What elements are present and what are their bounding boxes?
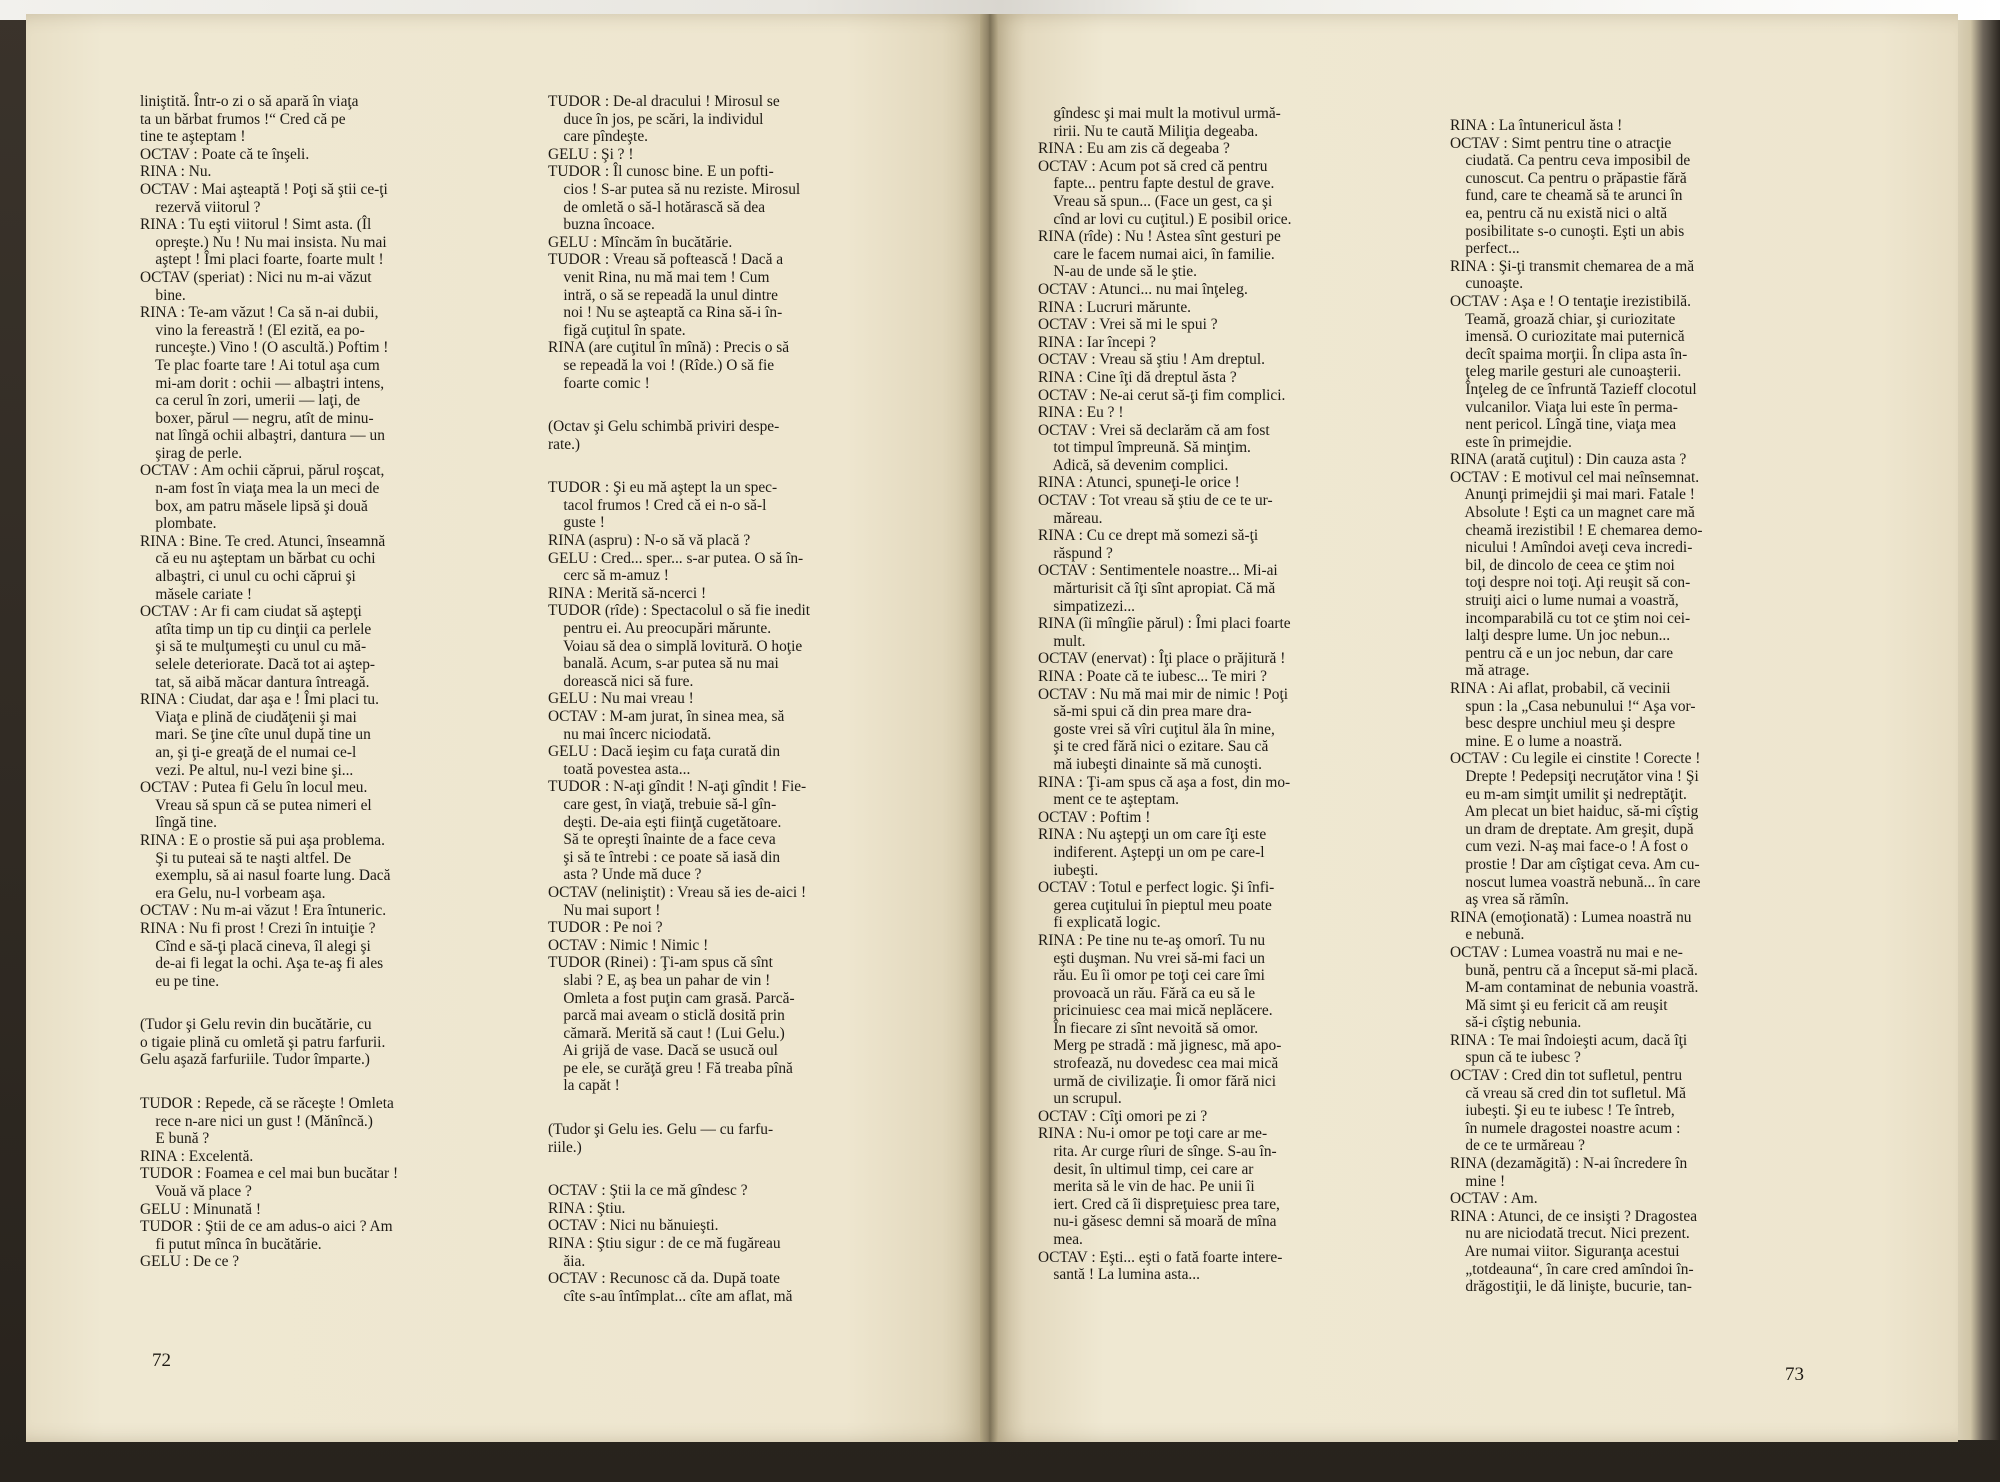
text-line: duce în jos, pe scări, la individul [548,110,764,128]
text-line: cînd ar lovi cu cuţitul.) E posibil orice. [1038,210,1292,228]
text-line: fund, care te cheamă să te arunci în [1450,187,1683,205]
text-line: în numele dragostei noastre acum : [1450,1119,1681,1137]
text-line: OCTAV (enervat) : Îţi place o prăjitură ! [1038,650,1286,668]
text-line: rece n-are nici un gust ! (Mănîncă.) [140,1112,373,1130]
text-line: parcă mai aveam o sticlă dosită prin [548,1007,785,1025]
text-line: Mă simt şi eu fericit că am reuşit [1450,996,1668,1014]
text-line: RINA : Poate că te iubesc... Te miri ? [1038,668,1268,685]
text-line: TUDOR : Şi eu mă aştept la un spec- [548,479,778,497]
text-line: banală. Acum, s-ar putea să nu mai [548,655,779,673]
text-line: OCTAV : Am ochii căprui, părul roşcat, [140,462,385,480]
text-line: tat, să aibă măcar dantura întreagă. [140,673,370,691]
text-line: OCTAV : Nimic ! Nimic ! [548,936,709,954]
text-line: În fiecare zi sînt nevoită să omor. [1038,1019,1259,1037]
text-line: bună, pentru că a început să-mi placă. [1450,961,1698,979]
text-line: n-am fost în viaţa mea la un meci de [140,480,380,498]
text-line: ţeleg marile gesturi ale cunoaşterii. [1450,363,1682,381]
text-line: albaştri, ci unul cu ochi căprui şi [140,568,356,586]
text-line: besc despre unchiul meu şi despre [1450,715,1676,733]
text-line: tot timpul împreună. Să minţim. [1038,439,1251,457]
text-line: să-i cîştig nebunia. [1450,1014,1582,1032]
text-line: care le facem numai aici, în familie. [1038,245,1275,263]
text-line: Omleta a fost puţin cam grasă. Parcă- [548,989,795,1007]
text-line: Nu mai suport ! [548,901,661,919]
text-line: RINA : Nu fi prost ! Crezi în intuiţie ? [140,919,376,937]
text-line: şirag de perle. [140,444,243,462]
text-line: TUDOR : Pe noi ? [548,919,663,937]
text-line: OCTAV : Poate că te înşeli. [140,145,310,163]
text-line: de-ai fi legat la ochi. Aşa te-aş fi ales [140,955,384,973]
text-line: venit Rina, nu mă mai tem ! Cum [548,268,770,286]
text-line: (Octav şi Gelu schimbă priviri despe- [548,418,780,436]
text-line: aştept ! Îmi placi foarte, foarte mult ! [140,251,384,269]
text-line: e nebună. [1450,926,1525,944]
text-line: OCTAV : Nici nu bănuieşti. [548,1217,719,1235]
text-line: M-am contaminat de nebunia voastră. [1450,979,1699,997]
text-line: indiferent. Aştepţi un om pe care-l [1038,843,1265,861]
text-line: să-mi spui că din prea mare dra- [1038,703,1252,721]
text-line: rezervă viitorul ? [140,198,261,216]
text-line: TUDOR : N-aţi gîndit ! N-aţi gîndit ! Fie- [548,778,807,796]
text-line: RINA : Eu ? ! [1038,404,1124,422]
text-line: urmă de civilizaţie. Îi omor fără nici [1038,1072,1277,1090]
text-line: iubeşti. [1038,861,1099,879]
text-line: GELU : De ce ? [140,1253,240,1271]
text-line: TUDOR : De-al dracului ! Mirosul se [548,93,780,110]
text-line: se repeadă la voi ! (Rîde.) O să fie [548,356,775,374]
text-line: ririi. Nu te caută Miliţia degeaba. [1038,122,1259,140]
text-line: RINA : Te mai îndoieşti acum, dacă îţi [1450,1031,1688,1049]
text-line: era Gelu, nu-l vorbeam aşa. [140,884,326,902]
right-page-column-1 [1038,105,1430,1284]
text-line: noi ! Nu se aşteaptă ca Rina să-i în- [548,304,783,322]
text-line: OCTAV : Sentimentele noastre... Mi-ai [1038,562,1278,580]
text-line: RINA : Ai aflat, probabil, că vecinii [1450,680,1671,697]
text-line: mărturisit că îţi sînt apropiat. Că mă [1038,580,1276,598]
text-line: răspund ? [1038,544,1113,562]
text-line: desit, în ultimul timp, cei care ar [1038,1160,1254,1178]
text-line: provoacă un rău. Fără ca eu să le [1038,984,1256,1002]
page-edge-stack [1958,20,2000,1440]
text-line: fi explicată logic. [1038,914,1161,932]
text-line: RINA (aspru) : N-o să vă placă ? [548,532,751,550]
text-line: OCTAV : Eşti... eşti o fată foarte intere- [1038,1248,1283,1266]
text-line: posibilitate s-o cunoşti. Eşti un abis [1450,222,1685,240]
text-line: mea. [1038,1231,1083,1248]
text-line: Vreau să spun că se putea nimeri el [140,796,372,814]
text-line: OCTAV : Am. [1450,1190,1538,1208]
text-line: mult. [1038,632,1086,650]
text-line: nu are niciodată trecut. Nici prezent. [1450,1225,1690,1243]
text-line: exemplu, să ai nasul foarte lung. Dacă [140,867,391,885]
text-line: Teamă, groază chiar, şi curiozitate [1450,310,1676,328]
text-line: OCTAV : Cred din tot sufletul, pentru [1450,1067,1683,1085]
text-line: OCTAV : Totul e perfect logic. Şi înfi- [1038,879,1275,897]
text-line: tine te aşteptam ! [140,128,246,146]
text-line: Anunţi primejdii şi mai mari. Fatale ! [1450,486,1695,504]
text-line: OCTAV : Ne-ai cerut să-ţi fim complici. [1038,386,1286,404]
text-line: OCTAV : Simt pentru tine o atracţie [1450,134,1672,152]
text-line: RINA : La întunericul ăsta ! [1450,117,1623,134]
text-line: nu-i găsesc demni să moară de mîna [1038,1213,1277,1231]
text-line: iubeşti. Şi eu te iubesc ! Te întreb, [1450,1102,1675,1120]
text-line: este în primejdie. [1450,433,1572,451]
text-line: goste vrei să vîri cuţitul ăla în mine, [1038,720,1275,738]
right-page-column-2 [1450,117,1842,1296]
text-line: nicului ! Amîndoi aveţi ceva incredi- [1450,539,1693,557]
text-line: eu pe tine. [140,972,220,990]
text-line: OCTAV : Vreau să ştiu ! Am dreptul. [1038,351,1265,369]
text-line: fapte... pentru fapte destul de grave. [1038,175,1275,193]
text-line: spun : la „Casa nebunului !“ Aşa vor- [1450,697,1696,715]
text-line: TUDOR (Rinei) : Ţi-am spus că sînt [548,954,773,972]
text-line: pricinuiesc cea mai mică neplăcere. [1038,1002,1273,1020]
text-line: RINA : Nu aştepţi un om care îţi este [1038,826,1267,844]
text-line: OCTAV : M-am jurat, în sinea mea, să [548,708,785,725]
text-line: care pîndeşte. [548,128,648,146]
text-line: RINA (rîde) : Nu ! Astea sînt gesturi pe [1038,228,1281,246]
text-line: RINA : Ciudat, dar aşa e ! Îmi placi tu. [140,691,379,709]
text-line: eşti duşman. Nu vrei să-mi faci un [1038,949,1265,967]
text-line: OCTAV : Ştii la ce mă gîndesc ? [548,1182,748,1200]
text-line: RINA : Iar începi ? [1038,333,1156,351]
text-line: un dram de dreptate. Am greşit, după [1450,820,1694,838]
text-line: figă cuţitul în spate. [548,321,686,339]
text-line: (Tudor şi Gelu ies. Gelu — cu farfu- [548,1121,774,1139]
text-line: OCTAV : Ar fi cam ciudat să aştepţi [140,603,362,621]
paragraph-gap [548,392,930,418]
text-line: şi te cred fără nici o ezitare. Sau că [1038,738,1269,756]
text-line: boxer, părul — negru, atît de minu- [140,409,374,427]
text-line: cîte s-au întîmplat... cîte am aflat, mă [548,1287,793,1305]
text-line: iert. Cred că îi dispreţuiesc prea tare, [1038,1195,1280,1213]
text-line: aş vrea să rămîn. [1450,891,1569,909]
text-line: OCTAV : Recunosc că da. După toate [548,1270,780,1288]
text-line: RINA : Cu ce drept mă somezi să-ţi [1038,527,1259,545]
text-line: eu m-am simţit umilit şi nedreptăţit. [1450,785,1687,803]
text-line: dorească nici să fure. [548,672,694,690]
text-line: perfect... [1450,240,1520,258]
text-line: nat lîngă ochii albaştri, dantura — un [140,427,385,445]
text-line: E bună ? [140,1130,210,1148]
text-line: rău. Eu îi omor pe toţi cei care îmi [1038,967,1265,985]
left-page-column-2 [548,93,930,1305]
text-line: cerc să m-amuz ! [548,567,669,585]
text-line: pentru că e un joc nebun, dar care [1450,644,1674,662]
text-line: Gelu aşază farfuriile. Tudor împarte.) [140,1051,370,1069]
text-line: N-au de unde să le ştie. [1038,263,1197,281]
text-line: şi să te întrebi : ce poate să iasă din [548,848,781,866]
text-line: RINA : Pe tine nu te-aş omorî. Tu nu [1038,931,1266,949]
left-page-column-1 [140,93,522,1271]
text-line: pe ele, se curăţă greu ! Fă treaba pînă [548,1059,793,1077]
text-line: RINA : Tu eşti viitorul ! Simt asta. (Îl [140,216,372,234]
text-line: toţi despre noi toţi. Aţi reuşit să con- [1450,574,1691,592]
text-line: un scrupul. [1038,1090,1122,1108]
text-line: Cînd e să-ţi placă cineva, îl alegi şi [140,937,371,955]
text-line: pentru ei. Au preocupări mărunte. [548,620,772,638]
text-line: deşti. De-aia eşti fiinţă cugetătoare. [548,813,782,831]
text-line: Înţeleg de ce înfruntă Tazieff clocotul [1450,380,1697,398]
text-line: vulcanilor. Viaţa lui este în perma- [1450,398,1678,416]
text-line: GELU : Dacă ieşim cu faţa curată din [548,743,781,761]
text-line: RINA : Nu-i omor pe toţi care ar me- [1038,1125,1268,1143]
text-line: selele deteriorate. Dacă tot ai aştep- [140,656,376,673]
text-line: TUDOR (rîde) : Spectacolul o să fie inedit [548,602,810,620]
text-line: RINA : Nu. [140,163,212,181]
text-line: ea, pentru că nu există nici o altă [1450,204,1668,222]
paragraph-gap [140,1069,522,1095]
text-line: RINA : Şi-ţi transmit chemarea de a mă [1450,257,1695,275]
text-line: atîta timp un tip cu dinţii ca perlele [140,620,372,638]
text-line: an, şi ţi-e greaţă de el numai ce-l [140,743,357,761]
text-line: OCTAV (neliniştit) : Vreau să ies de-aici ! [548,883,807,901]
text-line: OCTAV : Vrei să mi le spui ? [1038,316,1218,334]
paragraph-gap [548,1156,930,1182]
text-line: OCTAV : Vrei să declarăm că am fost [1038,421,1270,439]
text-line: RINA : Ţi-am spus că aşa a fost, din mo- [1038,773,1291,791]
text-line: TUDOR : Foamea e cel mai bun bucătar ! [140,1165,399,1183]
text-line: RINA : Cine îţi dă dreptul ăsta ? [1038,368,1237,386]
text-line: ca cerul în zori, umerii — laţi, de [140,392,361,410]
text-line: ta un bărbat frumos !“ Cred că pe [140,110,346,128]
text-line: Absolute ! Eşti ca un magnet care mă [1450,504,1695,522]
paragraph-gap [548,1095,930,1121]
text-line: cios ! S-ar putea să nu reziste. Mirosul [548,180,801,198]
text-line: ciudată. Ca pentru ceva imposibil de [1450,152,1691,170]
text-line: mari. Se ţine cîte unul după tine un [140,726,371,744]
text-line: OCTAV : E motivul cel mai neînsemnat. [1450,468,1700,486]
text-line: TUDOR : Vreau să poftească ! Dacă a [548,251,784,269]
text-line: GELU : Nu mai vreau ! [548,690,694,708]
text-line: OCTAV : Aşa e ! O tentaţie irezistibilă. [1450,292,1691,310]
text-line: santă ! La lumina asta... [1038,1266,1200,1284]
text-line: de omletă o să-l hotărască să dea [548,198,766,216]
text-line: drăgostiţii, le dă linişte, bucurie, tan- [1450,1278,1692,1296]
text-line: lîngă tine. [140,814,217,832]
text-line: Vouă vă place ? [140,1183,252,1201]
text-line: vezi. Pe altul, nu-l vezi bine şi... [140,761,354,779]
text-line: Voiau să dea o simplă lovitură. O hoţie [548,637,803,655]
text-line: Merg pe stradă : mă jignesc, mă apo- [1038,1037,1282,1055]
text-line: liniştită. Într-o zi o să apară în viaţa [140,93,359,110]
text-line: OCTAV : Mai aşteaptă ! Poţi să ştii ce-ţi [140,180,388,198]
text-line: bil, de dincolo de ceea ce ştim noi [1450,556,1675,574]
text-line: asta ? Unde mă duce ? [548,866,702,884]
text-line: RINA (are cuţitul în mînă) : Precis o să [548,339,790,357]
text-line: OCTAV : Cîţi omori pe zi ? [1038,1107,1208,1125]
text-line: gîndesc şi mai mult la motivul urmă- [1038,105,1281,122]
page-number-left: 72 [152,1350,171,1371]
text-line: nu mai încerc niciodată. [548,725,712,743]
text-line: Vreau să spun... (Face un gest, ca şi [1038,192,1273,210]
text-line: buzna încoace. [548,216,655,234]
text-line: Adică, să devenim complici. [1038,456,1229,474]
text-line: TUDOR : Ştii de ce am adus-o aici ? Am [140,1218,393,1236]
text-line: GELU : Cred... sper... s-ar putea. O să în- [548,549,804,567]
text-line: măreau. [1038,509,1103,527]
text-line: decît spaima morţii. În clipa asta în- [1450,345,1688,363]
text-line: foarte comic ! [548,374,650,392]
text-line: OCTAV : Cu legile ei cinstite ! Corecte ! [1450,750,1701,768]
text-line: Să te opreşti înainte de a face ceva [548,831,776,849]
paragraph-gap [548,453,930,479]
book-gutter [980,14,998,1442]
text-line: tacol frumos ! Cred că ei n-o să-l [548,496,767,514]
text-line: RINA : Atunci, spuneţi-le orice ! [1038,474,1240,492]
text-line: TUDOR : Îl cunosc bine. E un pofti- [548,163,774,181]
text-line: cunoscut. Ca pentru o prăpastie fără [1450,169,1687,187]
text-line: guste ! [548,514,605,532]
text-line: lalţi despre lume. Un joc nebun... [1450,627,1671,645]
text-line: rita. Ar curge rîuri de sînge. S-au în- [1038,1143,1277,1161]
text-line: prostie ! Dar am cîştigat ceva. Am cu- [1450,855,1700,873]
text-line: OCTAV : Atunci... nu mai înţeleg. [1038,280,1248,298]
text-line: Drepte ! Pedepsiţi necruţător vina ! Şi [1450,767,1699,785]
text-line: RINA : E o prostie să pui aşa problema. [140,831,385,849]
text-line: RINA (arată cuţitul) : Din cauza asta ? [1450,451,1687,469]
page-number-right: 73 [1785,1364,1804,1385]
text-line: OCTAV : Nu mă mai mir de nimic ! Poţi [1038,685,1288,703]
text-line: RINA (emoţionată) : Lumea noastră nu [1450,908,1692,926]
text-line: spun că te iubesc ? [1450,1049,1581,1067]
text-line: cum vezi. N-aş mai face-o ! A fost o [1450,838,1689,856]
text-line: riile.) [548,1138,582,1156]
text-line: fi putut mînca în bucătărie. [140,1235,322,1253]
text-line: Viaţa e plină de ciudăţenii şi mai [140,708,357,726]
text-line: intră, o să se repeadă la unul dintre [548,286,778,304]
text-line: struiţi aici o lume numai a voastră, [1450,592,1679,610]
text-line: RINA : Ştiu sigur : de ce mă fugăreau [548,1235,781,1253]
text-line: ăia. [548,1252,586,1270]
text-line: runceşte.) Vino ! (O ascultă.) Poftim ! [140,339,389,357]
text-line: RINA : Ştiu. [548,1199,626,1217]
text-line: măsele cariate ! [140,585,252,603]
text-line: care gest, în viaţă, trebuie să-l gîn- [548,795,777,813]
text-line: RINA : Atunci, de ce insişti ? Dragostea [1450,1207,1698,1225]
text-line: gerea cuţitului în pieptul meu poate [1038,896,1272,914]
text-line: OCTAV : Tot vreau să ştiu de ce te ur- [1038,492,1273,510]
text-line: Te plac foarte tare ! Ai totul aşa cum [140,356,380,374]
text-line: mine ! [1450,1172,1506,1190]
text-line: cămară. Merită să caut ! (Lui Gelu.) [548,1024,785,1042]
text-line: şi să te mulţumeşti cu unul cu mă- [140,638,367,656]
text-line: mă iubeşti dinainte să mă cunoşti. [1038,755,1262,773]
text-line: cunoaşte. [1450,275,1524,293]
text-line: rate.) [548,435,581,453]
text-line: Are numai viitor. Siguranţa acestui [1450,1243,1680,1260]
text-line: OCTAV : Putea fi Gelu în locul meu. [140,779,368,797]
text-line: RINA (dezamăgită) : N-ai încredere în [1450,1155,1688,1173]
text-line: OCTAV : Lumea voastră nu mai e ne- [1450,943,1683,961]
text-line: merita să le vin de hac. Pe unii îi [1038,1178,1255,1196]
text-line: RINA : Bine. Te cred. Atunci, înseamnă [140,532,386,550]
text-line: RINA : Merită să-ncerci ! [548,584,707,602]
text-line: OCTAV : Poftim ! [1038,808,1151,826]
text-line: GELU : Mîncăm în bucătărie. [548,233,733,251]
text-line: Ai grijă de vase. Dacă se usucă oul [548,1042,778,1060]
text-line: RINA : Te-am văzut ! Ca să n-ai dubii, [140,304,379,322]
text-line: noscut lumea voastră nebună... în care [1450,873,1701,891]
text-line: plombate. [140,515,217,533]
text-line: RINA : Lucruri mărunte. [1038,298,1192,316]
text-line: de ce te urmăreau ? [1450,1137,1586,1155]
text-line: că vreau să cred din tot sufletul. Mă [1450,1084,1686,1102]
text-line: o tigaie plină cu omletă şi patru farfurii. [140,1033,386,1051]
text-line: box, am patru măsele lipsă şi două [140,497,368,515]
text-line: (Tudor şi Gelu revin din bucătărie, cu [140,1016,372,1034]
text-line: GELU : Minunată ! [140,1200,261,1218]
text-line: RINA : Excelentă. [140,1147,254,1165]
text-line: Şi tu puteai să te naşti altfel. De [140,849,352,867]
text-line: nent pericol. Lîngă tine, viaţa mea [1450,416,1677,434]
text-line: mă atrage. [1450,662,1530,680]
text-line: strofează, nu dovedesc cea mai mică [1038,1055,1279,1073]
text-line: mi-am dorit : ochii — albaştri intens, [140,374,385,392]
paragraph-gap [140,990,522,1016]
text-line: OCTAV : Nu m-ai văzut ! Era întuneric. [140,902,387,920]
text-line: bine. [140,286,186,304]
text-line: vino la fereastră ! (El ezită, ea po- [140,321,365,339]
text-line: GELU : Şi ? ! [548,145,634,163]
text-line: RINA (îi mîngîie părul) : Îmi placi foarte [1038,615,1291,633]
text-line: la capăt ! [548,1077,620,1095]
text-line: RINA : Eu am zis că degeaba ? [1038,140,1230,158]
text-line: OCTAV : Acum pot să cred că pentru [1038,157,1268,175]
text-line: slabi ? E, aş bea un pahar de vin ! [548,971,771,989]
text-line: cheamă irezistibil ! E chemarea demo- [1450,521,1703,539]
text-line: simpatizezi... [1038,597,1136,615]
text-line: opreşte.) Nu ! Nu mai insista. Nu mai [140,233,387,251]
text-line: OCTAV (speriat) : Nici nu m-ai văzut [140,268,372,286]
text-line: TUDOR : Repede, că se răceşte ! Omleta [140,1095,394,1113]
text-line: incomparabilă cu tot ce ştim noi cei- [1450,609,1691,627]
text-line: toată povestea asta... [548,760,691,778]
text-line: că eu nu aşteptam un bărbat cu ochi [140,550,376,568]
text-line: ment ce te aşteptam. [1038,791,1180,809]
text-line: „totdeauna“, în care cred amîndoi în- [1450,1260,1694,1278]
text-line: imensă. O curiozitate mai puternică [1450,328,1685,346]
text-line: mine. E o lume a noastră. [1450,732,1623,750]
text-line: Am plecat un biet haiduc, să-mi cîştig [1450,803,1699,821]
